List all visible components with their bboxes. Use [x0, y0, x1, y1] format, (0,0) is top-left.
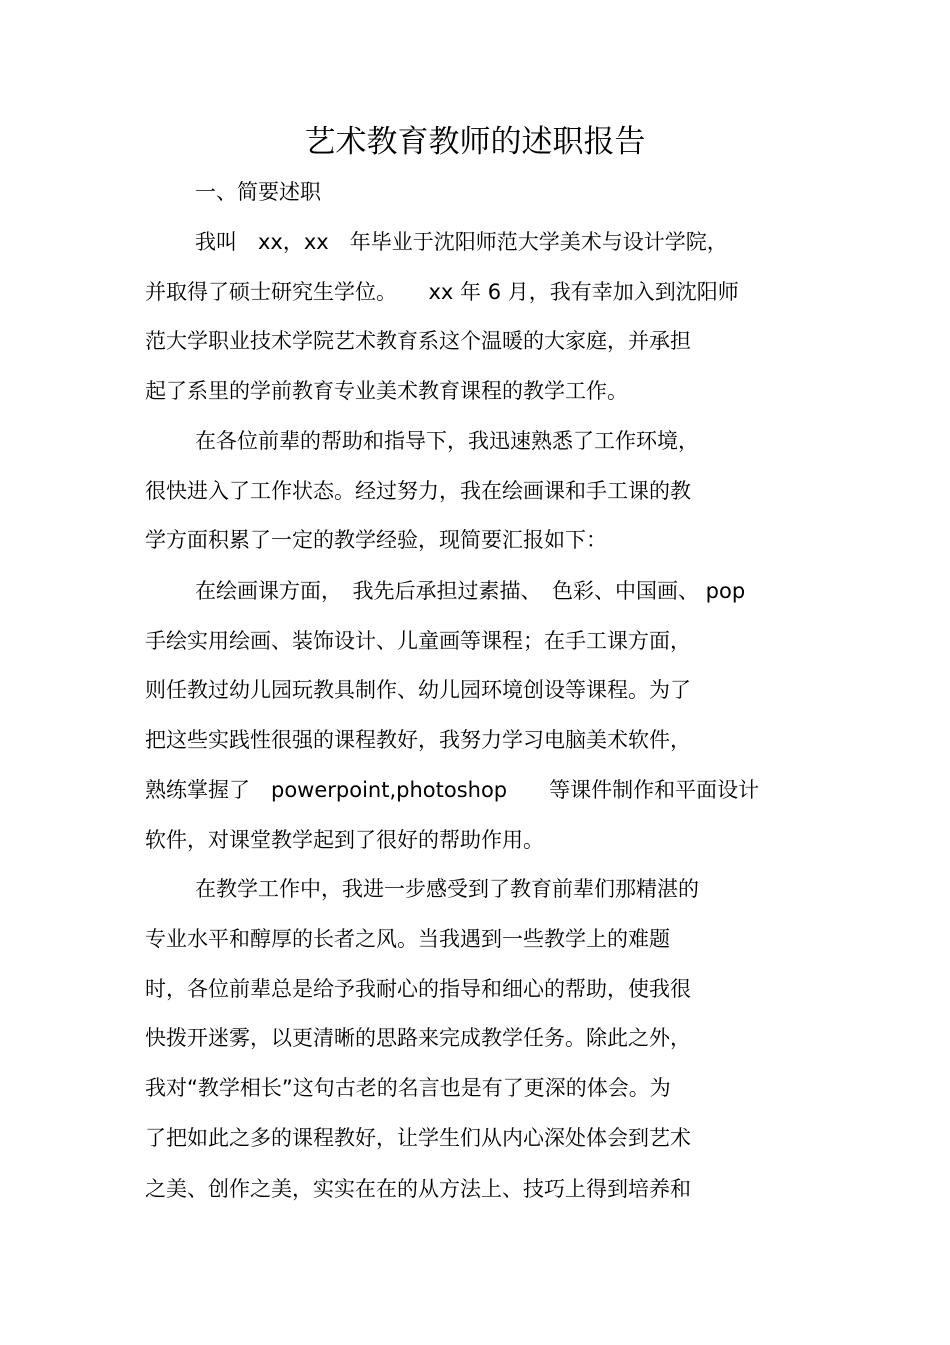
section-heading: 一、简要述职: [195, 180, 321, 204]
paragraph-line: 我叫 xx，xx 年毕业于沈阳师范大学美术与设计学院，: [195, 230, 728, 254]
paragraph-line: 在教学工作中，我进一步感受到了教育前辈们那精湛的: [195, 877, 699, 901]
paragraph-line: 手绘实用绘画、装饰设计、儿童画等课程；在手工课方面，: [145, 629, 691, 653]
paragraph-line: 软件，对课堂教学起到了很好的帮助作用。: [145, 828, 544, 852]
paragraph-line: 并取得了硕士研究生学位。 xx 年 6 月，我有幸加入到沈阳师: [145, 280, 739, 304]
paragraph-line: 之美、创作之美，实实在在的从方法上、技巧上得到培养和: [145, 1177, 691, 1201]
paragraph-line: 专业水平和醇厚的长者之风。当我遇到一些教学上的难题: [145, 927, 670, 951]
document-title: 艺术教育教师的述职报告: [304, 124, 646, 160]
paragraph-line: 时，各位前辈总是给予我耐心的指导和细心的帮助，使我很: [145, 977, 691, 1001]
paragraph-line: 学方面积累了一定的教学经验，现简要汇报如下：: [145, 528, 607, 552]
paragraph-line: 起了系里的学前教育专业美术教育课程的教学工作。: [145, 379, 628, 403]
paragraph-line: 熟练掌握了 powerpoint,photoshop 等课件制作和平面设计: [145, 778, 760, 802]
paragraph-line: 很快进入了工作状态。经过努力，我在绘画课和手工课的教: [145, 479, 691, 503]
paragraph-line: 了把如此之多的课程教好，让学生们从内心深处体会到艺术: [145, 1126, 691, 1150]
paragraph-line: 把这些实践性很强的课程教好，我努力学习电脑美术软件，: [145, 728, 691, 752]
paragraph-line: 范大学职业技术学院艺术教育系这个温暖的大家庭，并承担: [145, 329, 691, 353]
paragraph-line: 快拨开迷雾，以更清晰的思路来完成教学任务。除此之外，: [145, 1026, 691, 1050]
paragraph-line: 我对“教学相长”这句古老的名言也是有了更深的体会。为: [145, 1076, 671, 1100]
paragraph-line: 在各位前辈的帮助和指导下，我迅速熟悉了工作环境，: [195, 429, 699, 453]
paragraph-line: 则任教过幼儿园玩教具制作、幼儿园环境创设等课程。为了: [145, 678, 691, 702]
paragraph-line: 在绘画课方面， 我先后承担过素描、 色彩、中国画、 pop: [195, 579, 746, 603]
